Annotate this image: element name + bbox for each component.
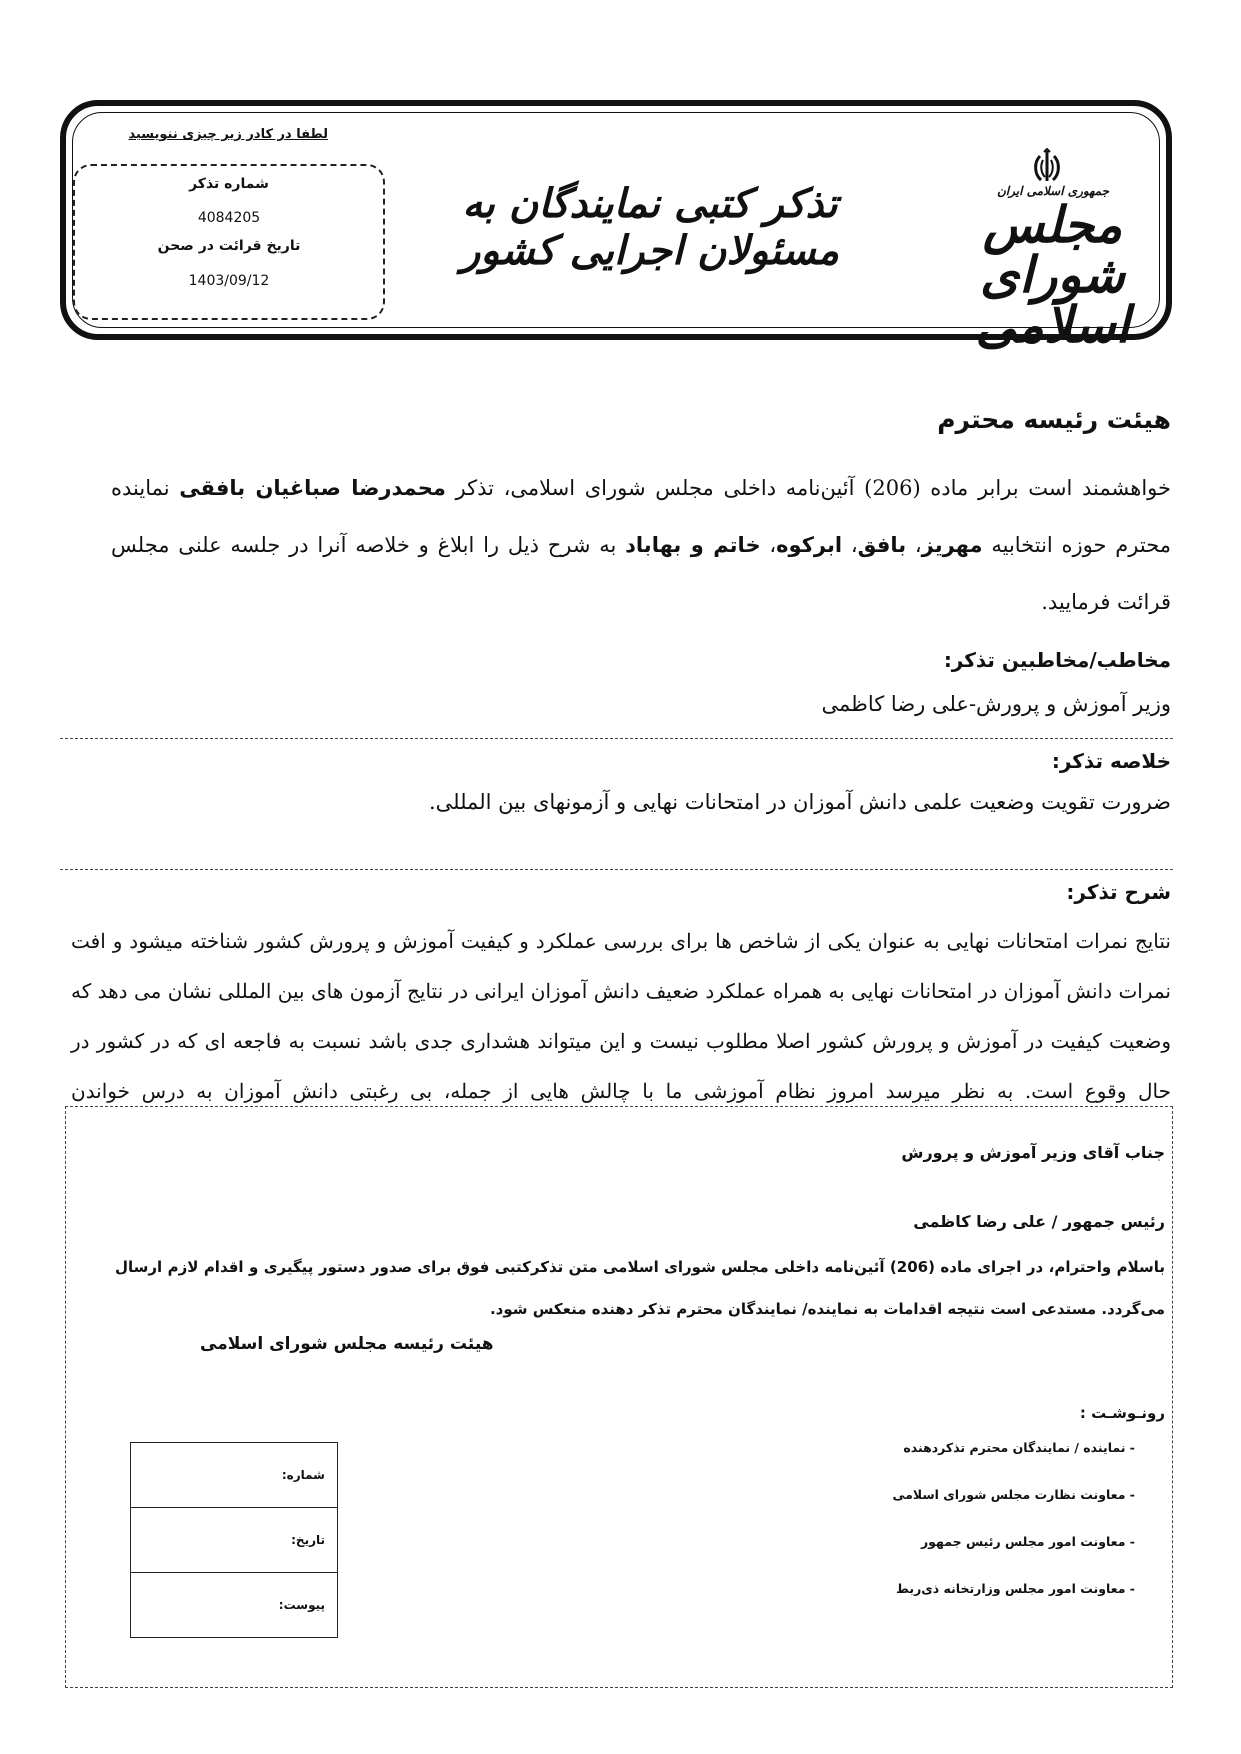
cc-item: - نماینده / نمایندگان محترم تذکردهنده xyxy=(903,1440,1135,1455)
reminder-info-box xyxy=(73,164,385,320)
intro-paragraph xyxy=(111,460,1171,631)
addressee-value: وزیر آموزش و پرورش-علی رضا کاظمی xyxy=(821,692,1171,716)
cc-item: - معاونت امور مجلس رئیس جمهور xyxy=(920,1534,1135,1549)
summary-value: ضرورت تقویت وضعیت علمی دانش آموزان در امتحانات نهایی و آزمونهای بین المللی. xyxy=(428,790,1171,814)
document-title: تذکر کتبی نمایندگان به مسئولان اجرایی کشور xyxy=(460,180,840,274)
constituency-city: بافق xyxy=(857,533,907,557)
reading-date: 1403/09/12 xyxy=(188,273,270,289)
letter-recipient: جناب آقای وزیر آموزش و پرورش xyxy=(901,1143,1165,1162)
majlis-logo: مجلس شورای اسلامی xyxy=(975,195,1130,354)
constituency-city: مهریز xyxy=(921,533,983,557)
intro-text: به شرح ذیل را ابلاغ و خلاصه آنرا در جلسه علنی مجلس قرائت فرمایید. xyxy=(111,533,1171,614)
reminder-number-label: شماره تذکر xyxy=(189,176,269,192)
separator: ، xyxy=(906,533,922,557)
cc-list xyxy=(715,1440,1135,1628)
constituency-city: ابرکوه xyxy=(776,533,843,557)
salutation: هیئت رئیسه محترم xyxy=(937,405,1171,434)
cc-title: رونـوشـت : xyxy=(1079,1404,1165,1422)
description-title: شرح تذکر: xyxy=(1066,880,1171,904)
logo-subtitle: جمهوری اسلامی ایران xyxy=(996,184,1110,198)
cc-item: - معاونت امور مجلس وزارتخانه ذی‌ربط xyxy=(896,1581,1135,1596)
table-number-label: شماره: xyxy=(131,1443,338,1508)
divider xyxy=(60,869,1173,870)
letter-recipient-name: رئیس جمهور / علی رضا کاظمی xyxy=(913,1212,1165,1231)
intro-text: خواهشمند است برابر ماده (206) آئین‌نامه داخلی مجلس شورای اسلامی، تذکر xyxy=(445,476,1171,500)
intro-text: نماینده محترم حوزه انتخابیه xyxy=(111,476,1172,557)
iran-emblem-icon xyxy=(1030,148,1064,186)
representative-name: محمدرضا صباغیان بافقی xyxy=(179,476,446,500)
reading-date-label: تاریخ قرائت در صحن xyxy=(157,238,301,254)
separator: ، xyxy=(842,533,858,557)
letter-body: باسلام واحترام، در اجرای ماده (206) آئین‌نامه داخلی مجلس شورای اسلامی متن تذکرکتبی فوق برای صدور دستور پیگیری و اقدام لازم ارسال می‌گردد. مستدعی است نتیجه اقدامات به نماینده/ نمایندگان محترم تذکر دهنده منعکس شود. xyxy=(115,1258,1166,1318)
registration-table xyxy=(130,1442,338,1638)
divider xyxy=(60,738,1173,739)
separator: ، xyxy=(760,533,777,557)
cc-item: - معاونت نظارت مجلس شورای اسلامی xyxy=(892,1487,1135,1502)
signature: هیئت رئیسه مجلس شورای اسلامی xyxy=(200,1334,494,1354)
do-not-write-note: لطفا در کادر زیر چیزی ننویسید xyxy=(128,127,328,142)
table-attachment-label: پیوست: xyxy=(131,1573,338,1638)
addressee-title: مخاطب/مخاطبین تذکر: xyxy=(943,648,1171,672)
constituency-city: خاتم و بهاباد xyxy=(625,533,761,557)
description-text: نتایج نمرات امتحانات نهایی به عنوان یکی از شاخص ها برای بررسی عملکرد و کیفیت آموزش و پرورش کشور شناخته میشود و افت نمرات دانش آموزان در امتحانات نهایی به همراه عملکرد ضعیف دانش آموزان ایرانی در نتایج آزمون های بین المللی نشان می دهد که وضعیت کیفیت در آموزش و پرورش کشور اصلا مطلوب نیست و این میتواند هشداری جدی باشد نسبت به فاجعه ای که در کشور در حال وقوع است. به نظر میرسد امروز نظام آموزشی ما با چالش هایی از جمله، بی رغبتی دانش آموزان به درس خواندن xyxy=(71,929,1171,1103)
table-date-label: تاریخ: xyxy=(131,1508,338,1573)
reminder-number: 4084205 xyxy=(197,210,261,226)
summary-title: خلاصه تذکر: xyxy=(1051,749,1171,773)
